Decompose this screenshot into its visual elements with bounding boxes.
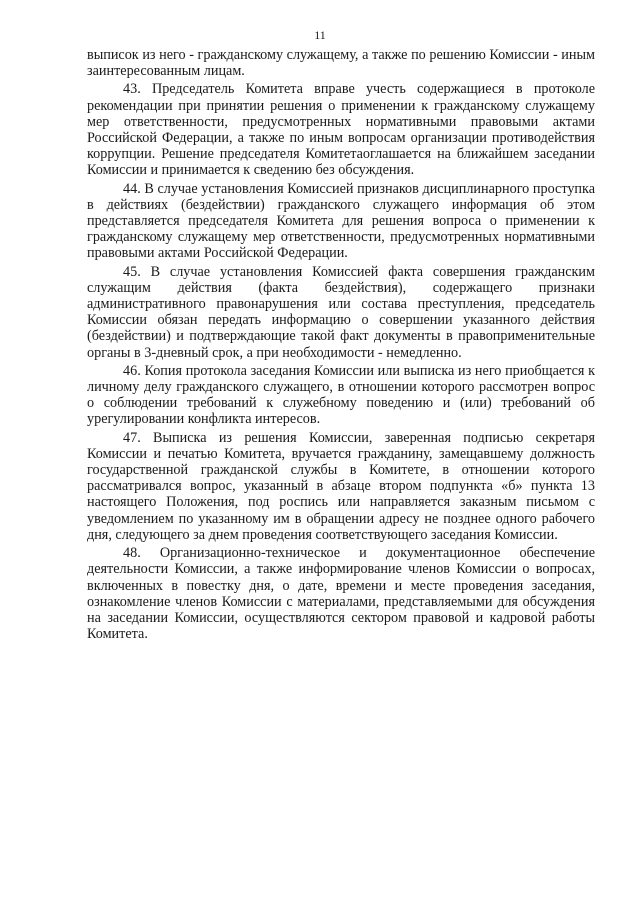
paragraph-43: 43. Председатель Комитета вправе учесть содержащиеся в протоколе рекомендации при принятии решения о применении к гражданскому служащему мер ответственности, предусмотренных нормативными правовыми актами Российской Федерации, а также по иным вопросам организации противодействия коррупции. Решение председателя Комитетаоглашается на ближайшем заседании Комиссии и принимается к сведению без обсуждения. (87, 81, 595, 179)
page-number: 11 (314, 28, 326, 42)
paragraph-44: 44. В случае установления Комиссией признаков дисциплинарного проступка в действиях (бездействии) гражданского служащего информация об этом представляется председателя Комитета для решения вопроса о применении к гражданскому служащему мер ответственности, предусмотренных нормативными правовыми актами Российской Федерации. (87, 180, 595, 262)
paragraph-46: 46. Копия протокола заседания Комиссии или выписка из него приобщается к личному делу гражданского служащего, в отношении которого рассмотрен вопрос о соблюдении требований к служебному поведению и (или) требований об урегулировании конфликта интересов. (87, 362, 595, 428)
paragraph-45: 45. В случае установления Комиссией факта совершения гражданским служащим действия (факта бездействия), содержащего признаки административного правонарушения или состава преступления, председатель Комиссии обязан передать информацию о совершении указанного действия (бездействии) и подтверждающие такой факт документы в правоприменительные органы в 3-дневный срок, а при необходимости - немедленно. (87, 263, 595, 361)
paragraph-continuation: выписок из него - гражданскому служащему, а также по решению Комиссии - иным заинтересованным лицам. (87, 47, 595, 80)
document-body (87, 47, 595, 644)
paragraph-48: 48. Организационно-техническое и документационное обеспечение деятельности Комиссии, а также информирование членов Комиссии о вопросах, включенных в повестку дня, о дате, времени и месте проведения заседания, ознакомление членов Комиссии с материалами, представляемыми для обсуждения на заседании Комиссии, осуществляются сектором правовой и кадровой работы Комитета. (87, 545, 595, 643)
paragraph-47: 47. Выписка из решения Комиссии, заверенная подписью секретаря Комиссии и печатью Комитета, вручается гражданину, замещавшему должность государственной гражданской службы в Комитете, в отношении которого рассматривался вопрос, указанный в абзаце втором подпункта «б» пункта 13 настоящего Положения, под роспись или направляется заказным письмом с уведомлением по указанному им в обращении адресу не позднее одного рабочего дня, следующего за днем проведения соответствующего заседания Комиссии. (87, 429, 595, 543)
